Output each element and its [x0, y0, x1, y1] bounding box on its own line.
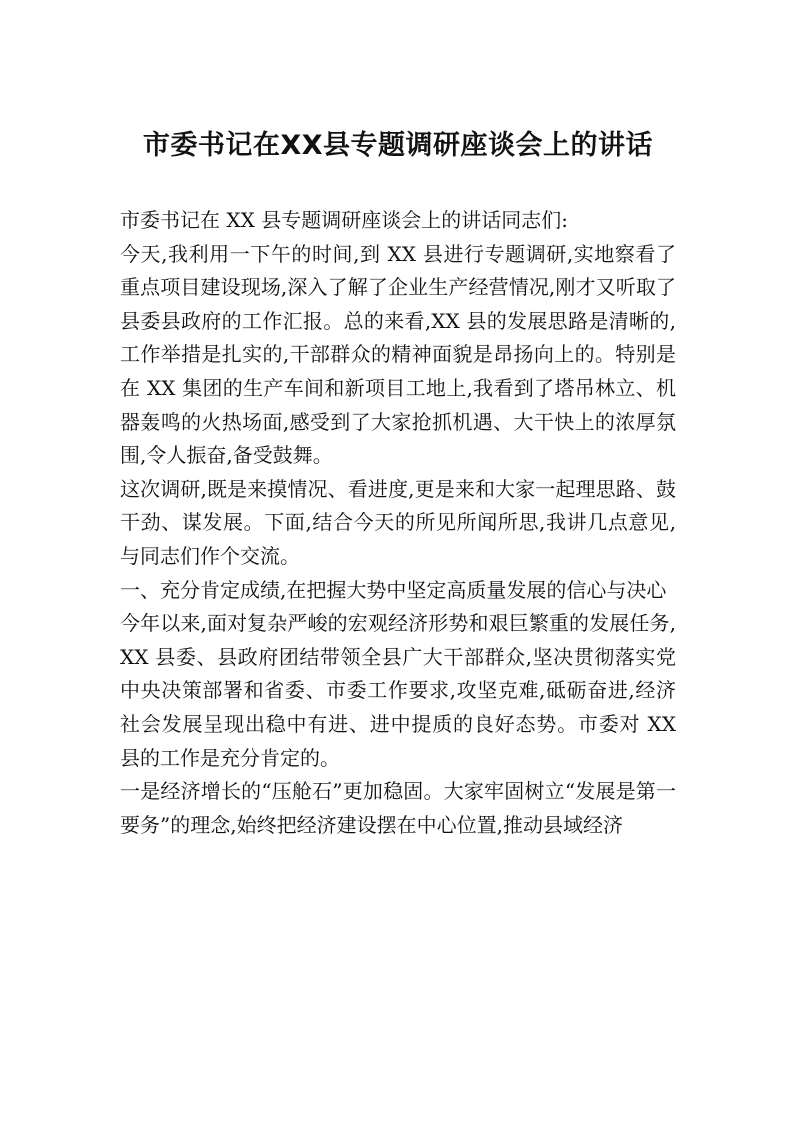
paragraph-purpose: 这次调研,既是来摸情况、看进度,更是来和大家一起理思路、鼓干劲、谋发展。下面,结合今天的所见所闻所思,我讲几点意见,与同志们作个交流。 [120, 476, 676, 568]
paragraph-intro: 今天,我利用一下午的时间,到 XX 县进行专题调研,实地察看了重点项目建设现场,深入了解了企业生产经营情况,刚才又听取了县委县政府的工作汇报。总的来看,XX 县的发展思路是清晰的,工作举措是扎实的,干部群众的精神面貌是昂扬向上的。特别是在 XX 集团的生产车间和新项目工地上,我看到了塔吊林立、机器轰鸣的火热场面,感受到了大家抢抓机遇、大干快上的浓厚氛围,令人振奋,备受鼓舞。 [120, 241, 676, 468]
paragraph-achievements: 今年以来,面对复杂严峻的宏观经济形势和艰巨繁重的发展任务,XX 县委、县政府团结带领全县广大干部群众,坚决贯彻落实党中央决策部署和省委、市委工作要求,攻坚克难,砥砺奋进,经济社会发展呈现出稳中有进、进中提质的良好态势。市委对 XX 县的工作是充分肯定的。 [120, 611, 676, 770]
section-heading-1: 一、充分肯定成绩,在把握大势中坚定高质量发展的信心与决心 [120, 577, 667, 602]
document-title: 市委书记在XX县专题调研座谈会上的讲话 [142, 130, 654, 161]
document-page [120, 124, 676, 842]
paragraph-greeting: 市委书记在 XX 县专题调研座谈会上的讲话同志们: [120, 208, 568, 232]
paragraph-point-1: 一是经济增长的“压舱石”更加稳固。大家牢固树立“发展是第一要务”的理念,始终把经济建设摆在中心位置,推动县域经济 [120, 779, 676, 837]
